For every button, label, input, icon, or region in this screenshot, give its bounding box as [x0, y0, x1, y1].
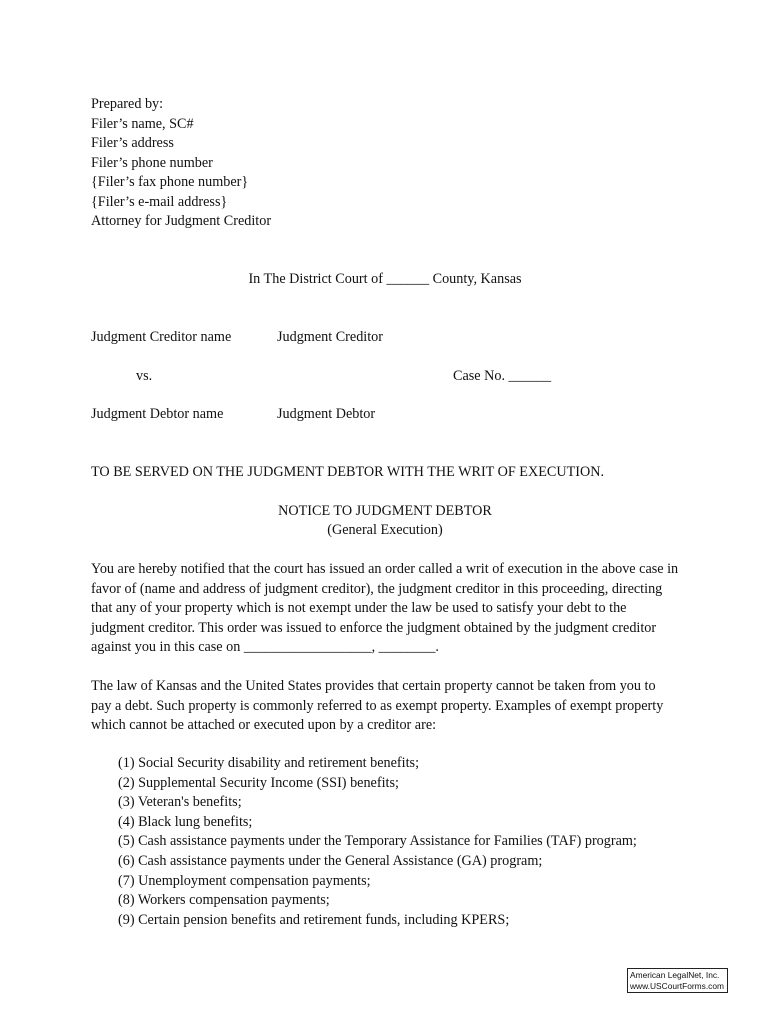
list-item: (9) Certain pension benefits and retirement funds, including KPERS;	[118, 911, 510, 928]
paragraph-line: The law of Kansas and the United States provides that certain property cannot be taken from you to	[91, 678, 656, 694]
publisher-website[interactable]: www.USCourtForms.com	[630, 981, 724, 991]
paragraph-line: You are hereby notified that the court has issued an order called a writ of execution in the above case in	[91, 561, 679, 577]
court-heading: In The District Court of ______ County, Kansas	[248, 271, 522, 287]
notice-title: NOTICE TO JUDGMENT DEBTOR	[278, 503, 492, 519]
paragraph-line: against you in this case on __________________, ________.	[91, 639, 439, 655]
list-item: (7) Unemployment compensation payments;	[118, 872, 371, 889]
list-item: (4) Black lung benefits;	[118, 813, 253, 830]
list-item: (1) Social Security disability and retirement benefits;	[118, 755, 420, 771]
paragraph-line: that any of your property which is not exempt under the law be used to satisfy your debt to the	[91, 600, 627, 616]
exempt-property-paragraph	[91, 677, 663, 736]
filer-email-line: {Filer’s e-mail address}	[91, 193, 228, 210]
paragraph-line: pay a debt. Such property is commonly referred to as exempt property. Examples of exempt property	[91, 697, 664, 714]
list-item: (6) Cash assistance payments under the General Assistance (GA) program;	[118, 852, 543, 869]
creditor-role: Judgment Creditor	[277, 329, 383, 345]
filer-phone-line: Filer’s phone number	[91, 154, 213, 171]
list-item: (8) Workers compensation payments;	[118, 892, 330, 909]
list-item: (5) Cash assistance payments under the Temporary Assistance for Families (TAF) program;	[118, 833, 637, 850]
exemption-list	[118, 754, 637, 930]
paragraph-line: favor of (name and address of judgment creditor), the judgment creditor in this proceeding, directing	[91, 580, 663, 597]
list-item: (2) Supplemental Security Income (SSI) benefits;	[118, 774, 399, 791]
publisher-name: American LegalNet, Inc.	[630, 970, 720, 980]
notice-subtitle: (General Execution)	[327, 522, 443, 538]
prepared-by-block	[91, 95, 271, 232]
paragraph-line: which cannot be attached or executed upon by a creditor are:	[91, 717, 437, 733]
serve-instruction: TO BE SERVED ON THE JUDGMENT DEBTOR WITH THE WRIT OF EXECUTION.	[91, 464, 605, 480]
writ-notification-paragraph	[91, 560, 678, 658]
list-item: (3) Veteran's benefits;	[118, 794, 242, 811]
debtor-name: Judgment Debtor name	[91, 406, 224, 422]
filer-fax-line: {Filer’s fax phone number}	[91, 174, 249, 190]
debtor-role: Judgment Debtor	[277, 406, 376, 422]
attorney-role-line: Attorney for Judgment Creditor	[91, 213, 272, 229]
creditor-name: Judgment Creditor name	[91, 329, 232, 345]
paragraph-line: judgment creditor. This order was issued to enforce the judgment obtained by the judgment creditor	[91, 619, 657, 636]
versus-label: vs.	[136, 368, 153, 384]
case-number: Case No. ______	[453, 368, 552, 384]
prepared-by-label: Prepared by:	[91, 96, 164, 112]
filer-name-line: Filer’s name, SC#	[91, 115, 194, 132]
publisher-footer-box	[627, 968, 728, 993]
filer-address-line: Filer’s address	[91, 135, 174, 151]
